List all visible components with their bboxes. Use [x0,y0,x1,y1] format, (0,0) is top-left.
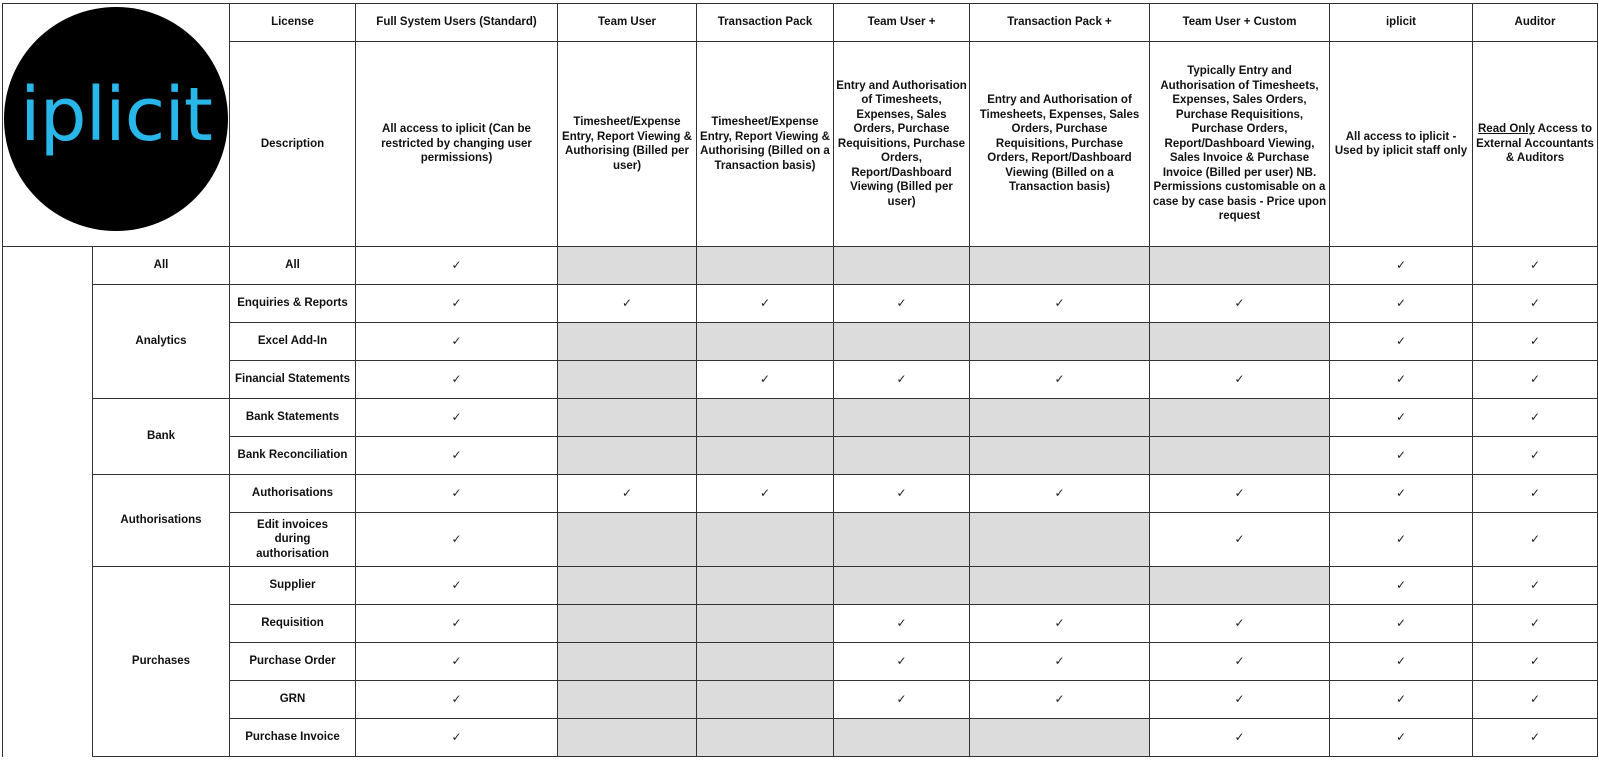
description-iplicit: All access to iplicit - Used by iplicit staff only [1330,42,1473,247]
access-cell-granted [356,643,558,681]
checkmark-icon: ✓ [759,295,771,310]
description-team-user-custom: Typically Entry and Authorisation of Timesheets, Expenses, Sales Orders, Purchase Requisitions, Purchase Orders, Report/Dashboard Viewing, Sales Invoice & Purchase Invoice (Billed per user) NB. Permissions customisable on a case by case basis - Price upon request [1150,42,1330,247]
module-group-label: Bank [93,399,230,475]
access-cell-unavailable [697,437,834,475]
access-cell-granted [1473,399,1598,437]
feature-label: Enquiries & Reports [230,285,356,323]
permission-row [3,605,1598,643]
access-cell-unavailable [1150,247,1330,285]
license-permissions-table-wrapper [2,3,1597,757]
access-cell-granted [970,475,1150,513]
column-header-team-user: Team User [558,4,697,42]
checkmark-icon: ✓ [896,295,907,310]
permission-row [3,437,1598,475]
access-cell-unavailable [558,361,697,399]
checkmark-icon: ✓ [1529,531,1541,546]
module-group-label: Purchases [93,567,230,757]
access-cell-granted [1330,513,1473,567]
access-cell-granted [356,361,558,399]
permission-row [3,643,1598,681]
access-cell-unavailable [558,513,697,567]
permission-row [3,475,1598,513]
access-cell-granted [970,643,1150,681]
access-cell-granted [1473,285,1598,323]
checkmark-icon: ✓ [621,485,633,500]
access-cell-granted [356,399,558,437]
checkmark-icon: ✓ [1234,615,1245,630]
checkmark-icon: ✓ [1234,295,1245,310]
access-cell-unavailable [697,605,834,643]
checkmark-icon: ✓ [1395,409,1407,424]
access-cell-granted [356,475,558,513]
access-cell-granted [1330,399,1473,437]
permission-row [3,399,1598,437]
description-header-row [3,42,1598,247]
permission-row [3,361,1598,399]
checkmark-icon: ✓ [896,485,907,500]
description-team-user: Timesheet/Expense Entry, Report Viewing & Authorising (Billed per user) [558,42,697,247]
description-label: Description [230,42,356,247]
checkmark-icon: ✓ [896,371,907,386]
access-cell-unavailable [970,247,1150,285]
checkmark-icon: ✓ [1529,485,1541,500]
checkmark-icon: ✓ [1395,691,1407,706]
license-header-row [3,4,1598,42]
license-permissions-table [2,3,1598,757]
access-cell-granted [1150,361,1330,399]
access-cell-granted [1330,475,1473,513]
checkmark-icon: ✓ [1054,615,1065,630]
feature-label: Authorisations [230,475,356,513]
access-cell-granted [1473,475,1598,513]
module-group-label: All [93,247,230,285]
checkmark-icon: ✓ [451,257,462,272]
checkmark-icon: ✓ [1054,653,1065,668]
access-cell-granted [834,285,970,323]
access-cell-granted [356,247,558,285]
feature-label: Edit invoices during authorisation [230,513,356,567]
permission-row [3,323,1598,361]
checkmark-icon: ✓ [1529,577,1541,592]
access-cell-granted [834,605,970,643]
access-cell-unavailable [970,513,1150,567]
access-cell-unavailable [1150,399,1330,437]
access-cell-granted [1150,719,1330,757]
description-full-system-users: All access to iplicit (Can be restricted by changing user permissions) [356,42,558,247]
access-cell-unavailable [834,437,970,475]
checkmark-icon: ✓ [1234,653,1245,668]
access-cell-granted [1330,285,1473,323]
access-cell-unavailable [834,323,970,361]
access-cell-unavailable [834,399,970,437]
feature-label: Purchase Invoice [230,719,356,757]
access-cell-granted [1330,437,1473,475]
checkmark-icon: ✓ [1529,729,1541,744]
access-cell-granted [970,681,1150,719]
access-cell-granted [1473,437,1598,475]
checkmark-icon: ✓ [1529,447,1541,462]
checkmark-icon: ✓ [1395,729,1407,744]
checkmark-icon: ✓ [451,447,462,462]
checkmark-icon: ✓ [1529,615,1541,630]
access-cell-unavailable [558,323,697,361]
access-cell-granted [1473,323,1598,361]
access-cell-granted [697,285,834,323]
description-transaction-pack-plus: Entry and Authorisation of Timesheets, Expenses, Sales Orders, Purchase Requisitions, Purchase Orders, Report/Dashboard Viewing (Billed on a Transaction basis) [970,42,1150,247]
checkmark-icon: ✓ [451,653,462,668]
iplicit-logo [4,7,228,231]
permission-row [3,247,1598,285]
access-cell-unavailable [697,323,834,361]
permission-row [3,719,1598,757]
access-cell-granted [1330,361,1473,399]
permission-row [3,681,1598,719]
logo-text: iplicit [20,71,212,158]
checkmark-icon: ✓ [1529,295,1541,310]
feature-label: Excel Add-In [230,323,356,361]
column-header-iplicit: iplicit [1330,4,1473,42]
access-cell-unavailable [970,437,1150,475]
access-cell-granted [1150,475,1330,513]
checkmark-icon: ✓ [451,333,462,348]
checkmark-icon: ✓ [451,531,462,546]
access-cell-unavailable [558,399,697,437]
access-cell-unavailable [970,323,1150,361]
access-cell-unavailable [970,399,1150,437]
description-transaction-pack: Timesheet/Expense Entry, Report Viewing & Authorising (Billed on a Transaction basis) [697,42,834,247]
checkmark-icon: ✓ [759,485,771,500]
checkmark-icon: ✓ [1234,371,1245,386]
access-cell-granted [1473,247,1598,285]
access-cell-granted [1150,643,1330,681]
access-cell-unavailable [558,437,697,475]
access-cell-granted [970,605,1150,643]
access-cell-granted [356,323,558,361]
feature-label: Requisition [230,605,356,643]
access-cell-unavailable [697,567,834,605]
access-cell-granted [1150,285,1330,323]
checkmark-icon: ✓ [1234,691,1245,706]
checkmark-icon: ✓ [451,615,462,630]
checkmark-icon: ✓ [621,295,633,310]
checkmark-icon: ✓ [896,615,907,630]
checkmark-icon: ✓ [1529,257,1541,272]
checkmark-icon: ✓ [1395,333,1407,348]
feature-label: Bank Statements [230,399,356,437]
access-cell-granted [1150,681,1330,719]
access-cell-granted [1473,643,1598,681]
access-cell-granted [697,361,834,399]
access-cell-unavailable [970,567,1150,605]
checkmark-icon: ✓ [759,371,771,386]
feature-label: Supplier [230,567,356,605]
access-cell-granted [834,681,970,719]
access-cell-granted [1473,361,1598,399]
checkmark-icon: ✓ [1395,615,1407,630]
access-cell-granted [356,437,558,475]
logo-cell [3,4,230,247]
auditor-description-text: Access to External Accountants & Auditors [1476,123,1594,165]
module-group-label: Analytics [93,285,230,399]
checkmark-icon: ✓ [1054,295,1065,310]
permission-row [3,285,1598,323]
license-label: License [230,4,356,42]
permission-row [3,513,1598,567]
access-cell-granted [558,475,697,513]
description-team-user-plus: Entry and Authorisation of Timesheets, Expenses, Sales Orders, Purchase Requisitions, Purchase Orders, Report/Dashboard Viewing (Billed per user) [834,42,970,247]
checkmark-icon: ✓ [1395,295,1407,310]
access-cell-granted [1330,643,1473,681]
checkmark-icon: ✓ [896,691,907,706]
checkmark-icon: ✓ [1234,485,1245,500]
access-cell-unavailable [558,719,697,757]
access-cell-granted [1150,513,1330,567]
access-cell-granted [1330,567,1473,605]
access-cell-granted [1330,719,1473,757]
access-cell-granted [834,361,970,399]
access-cell-unavailable [558,605,697,643]
access-cell-granted [697,475,834,513]
checkmark-icon: ✓ [1054,371,1065,386]
access-cell-unavailable [970,719,1150,757]
access-cell-unavailable [697,399,834,437]
access-cell-granted [1150,605,1330,643]
module-group-label: Authorisations [93,475,230,567]
column-header-transaction-pack-plus: Transaction Pack + [970,4,1150,42]
access-cell-granted [356,681,558,719]
checkmark-icon: ✓ [1529,409,1541,424]
permission-row [3,567,1598,605]
access-cell-granted [1330,323,1473,361]
checkmark-icon: ✓ [451,485,462,500]
feature-label: Financial Statements [230,361,356,399]
feature-label: Bank Reconciliation [230,437,356,475]
access-cell-unavailable [697,247,834,285]
access-cell-granted [356,605,558,643]
checkmark-icon: ✓ [1395,371,1407,386]
feature-label: GRN [230,681,356,719]
access-cell-granted [834,643,970,681]
checkmark-icon: ✓ [1054,485,1065,500]
column-header-auditor: Auditor [1473,4,1598,42]
checkmark-icon: ✓ [1395,257,1407,272]
access-cell-granted [1330,605,1473,643]
access-cell-granted [1473,605,1598,643]
checkmark-icon: ✓ [451,691,462,706]
column-header-transaction-pack: Transaction Pack [697,4,834,42]
access-cell-granted [356,567,558,605]
access-cell-unavailable [558,567,697,605]
checkmark-icon: ✓ [1054,691,1065,706]
access-cell-granted [970,361,1150,399]
access-cell-unavailable [697,513,834,567]
empty-margin-column [3,247,93,757]
access-cell-unavailable [697,681,834,719]
description-auditor [1473,42,1598,247]
checkmark-icon: ✓ [1529,691,1541,706]
access-cell-granted [1330,681,1473,719]
read-only-emphasis: Read Only [1478,123,1535,136]
access-cell-granted [1473,567,1598,605]
access-cell-unavailable [1150,323,1330,361]
checkmark-icon: ✓ [1395,485,1407,500]
checkmark-icon: ✓ [1529,333,1541,348]
access-cell-unavailable [834,567,970,605]
access-cell-unavailable [1150,437,1330,475]
access-cell-unavailable [558,643,697,681]
checkmark-icon: ✓ [1529,653,1541,668]
access-cell-unavailable [697,643,834,681]
access-cell-granted [1473,719,1598,757]
checkmark-icon: ✓ [1395,447,1407,462]
feature-label: All [230,247,356,285]
access-cell-unavailable [558,681,697,719]
access-cell-granted [1473,681,1598,719]
checkmark-icon: ✓ [1234,729,1245,744]
access-cell-granted [356,719,558,757]
access-cell-granted [834,475,970,513]
column-header-team-user-custom: Team User + Custom [1150,4,1330,42]
feature-label: Purchase Order [230,643,356,681]
access-cell-unavailable [834,247,970,285]
access-cell-granted [1330,247,1473,285]
access-cell-unavailable [558,247,697,285]
access-cell-unavailable [1150,567,1330,605]
checkmark-icon: ✓ [1395,577,1407,592]
access-cell-unavailable [697,719,834,757]
checkmark-icon: ✓ [1234,531,1245,546]
checkmark-icon: ✓ [451,729,462,744]
column-header-full-system-users: Full System Users (Standard) [356,4,558,42]
access-cell-granted [1473,513,1598,567]
checkmark-icon: ✓ [451,295,462,310]
access-cell-granted [558,285,697,323]
checkmark-icon: ✓ [896,653,907,668]
checkmark-icon: ✓ [451,577,462,592]
checkmark-icon: ✓ [1395,653,1407,668]
access-cell-unavailable [834,513,970,567]
access-cell-granted [356,513,558,567]
access-cell-unavailable [834,719,970,757]
checkmark-icon: ✓ [1395,531,1407,546]
checkmark-icon: ✓ [451,371,462,386]
column-header-team-user-plus: Team User + [834,4,970,42]
access-cell-granted [970,285,1150,323]
checkmark-icon: ✓ [451,409,462,424]
access-cell-granted [356,285,558,323]
checkmark-icon: ✓ [1529,371,1541,386]
